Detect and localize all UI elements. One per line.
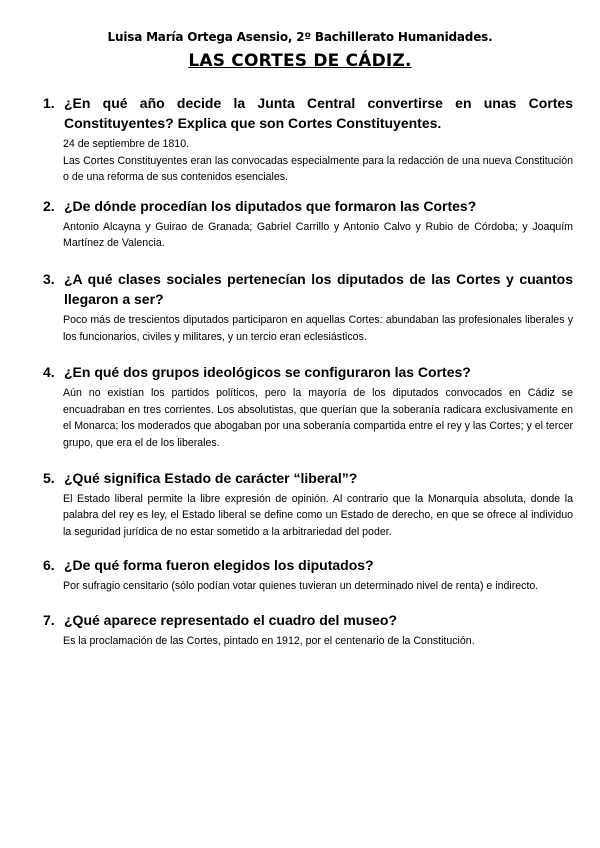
question-text: ¿De qué forma fueron elegidos los diputados? [64,557,374,574]
question-heading [43,468,573,488]
question-item-3 [43,269,573,345]
question-number: 7. [43,611,55,628]
author-line: Luisa María Ortega Asensio, 2º Bachillerato Humanidades. [107,30,493,44]
answer-text [63,491,573,541]
answer-text [63,219,573,252]
question-item-1 [43,93,573,186]
question-text: ¿De dónde procedían los diputados que formaron las Cortes? [64,197,477,214]
answer-text [63,136,573,186]
answer-paragraph: El Estado liberal permite la libre expresión de opinión. Al contrario que la Monarquía absoluta, donde la palabra del rey es ley, el Estado liberal se define como un Estado de derecho, en que se ofrece al individuo la seguridad jurídica de no estar sometido a la arbitrariedad del poder. [63,492,573,538]
question-heading [43,610,573,630]
question-item-2 [43,196,573,252]
answer-paragraph: 24 de septiembre de 1810. [63,138,190,150]
answer-text [63,633,573,650]
question-item-6 [43,555,573,595]
answer-paragraph: Aún no existían los partidos políticos, pero la mayoría de los diputados convocados en Cádiz se encuadraban en tres corrientes. Los absolutistas, que querían que la soberanía radicara exclusivamente en el Monarca; los moderados que abogaban por una soberanía compartida entre el rey y las Cortes; y el tercer grupo, que era el de los liberales. [63,387,573,449]
answer-text [63,312,573,345]
answer-text [63,578,573,595]
answer-paragraph: Antonio Alcayna y Guirao de Granada; Gabriel Carrillo y Antonio Calvo y Rubio de Córdoba; y Joaquím Martínez de Valencia. [63,220,573,250]
question-number: 2. [43,197,55,214]
question-text: ¿A qué clases sociales pertenecían los diputados de las Cortes y cuantos llegaron a ser? [64,270,573,307]
question-number: 1. [43,95,55,111]
question-number: 4. [43,364,55,381]
question-heading [43,555,573,575]
page-title: LAS CORTES DE CÁDIZ. [188,51,412,71]
question-heading [43,196,573,216]
question-heading [43,93,573,133]
question-text: ¿Qué aparece representado el cuadro del museo? [64,611,397,628]
question-heading [43,269,573,309]
question-item-7 [43,610,573,650]
question-heading [43,362,573,382]
question-number: 3. [43,270,55,287]
question-number: 5. [43,469,55,486]
question-list [43,93,573,650]
question-text: ¿En qué año decide la Junta Central convertirse en unas Cortes Constituyentes? Explica que son Cortes Constituyentes. [64,95,573,131]
answer-paragraph: Por sufragio censitario (sólo podían votar quienes tuvieran un determinado nivel de renta) e indirecto. [63,580,539,593]
question-text: ¿Qué significa Estado de carácter “liberal”? [64,469,358,486]
answer-paragraph: Las Cortes Constituyentes eran las convocadas especialmente para la redacción de una nueva Constitución o de una reforma de sus contenidos esenciales. [63,154,573,184]
question-number: 6. [43,557,55,574]
answer-paragraph: Poco más de trescientos diputados participaron en aquellas Cortes: abundaban las profesionales liberales y los funcionarios, civiles y militares, y un tercio eran eclesiásticos. [63,313,573,343]
question-item-4 [43,362,573,451]
question-text: ¿En qué dos grupos ideológicos se configuraron las Cortes? [64,364,471,381]
answer-paragraph: Es la proclamación de las Cortes, pintado en 1912, por el centenario de la Constitución. [63,634,475,647]
answer-text [63,385,573,451]
question-item-5 [43,468,573,541]
